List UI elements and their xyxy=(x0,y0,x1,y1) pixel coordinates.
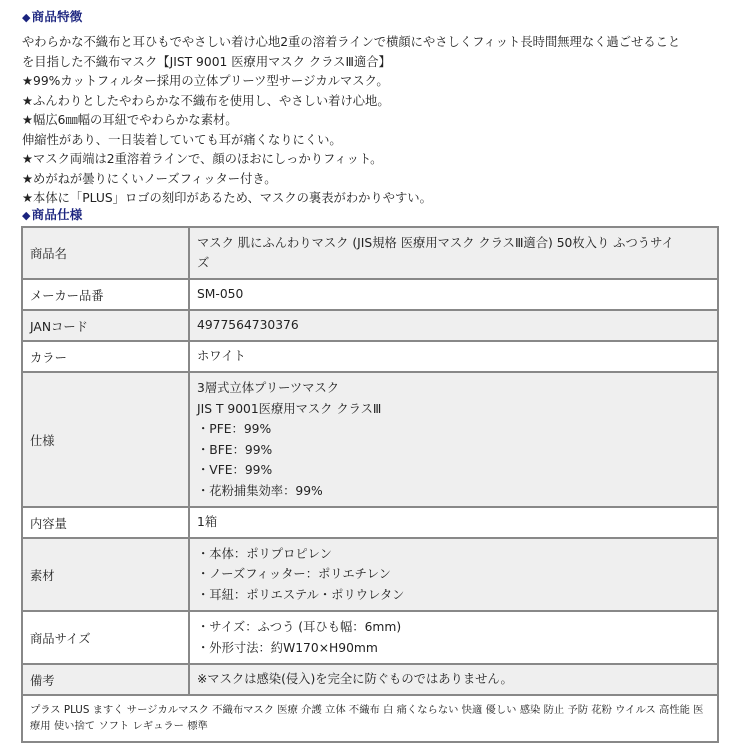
spec-table xyxy=(21,226,719,743)
spec-value-line: ・本体：ポリプロピレン xyxy=(197,546,332,561)
spec-row-material xyxy=(22,538,718,611)
spec-value-line: 3層式立体プリーツマスク xyxy=(197,381,340,395)
feature-line: ★マスク両端は2重溶着ラインで、顔のほおにしっかりフィット。 xyxy=(22,152,383,166)
feature-line: ★めがねが曇りにくいノーズフィッター付き。 xyxy=(22,171,277,186)
spec-value-line: ・VFE：99% xyxy=(197,463,273,477)
spec-value-line: マスク 肌にふんわりマスク (JIS規格 医療用マスク クラスⅢ適合) 50枚入り ふつうサイ xyxy=(197,235,674,250)
spec-value xyxy=(189,611,718,664)
spec-value xyxy=(189,372,718,507)
spec-value-line: ホワイト xyxy=(197,349,246,364)
spec-row-jan-code xyxy=(22,310,718,341)
spec-value-line: ズ xyxy=(197,256,210,270)
spec-row-color xyxy=(22,341,718,372)
spec-row-keywords xyxy=(22,695,718,742)
feature-line: ★99%カットフィルター採用の立体プリーツ型サージカルマスク。 xyxy=(22,74,389,88)
spec-label: JANコード xyxy=(22,310,189,341)
spec-value xyxy=(189,279,718,310)
feature-line: ★本体に「PLUS」ロゴの刻印があるため、マスクの裏表がわかりやすい。 xyxy=(22,191,432,205)
spec-value xyxy=(189,227,718,279)
feature-line: を目指した不織布マスク【JIST 9001 医療用マスク クラスⅢ適合】 xyxy=(22,54,391,69)
spec-label: 商品名 xyxy=(22,227,189,279)
spec-value-line: ・外形寸法：約W170×H90mm xyxy=(197,640,378,655)
diamond-icon: ◆ xyxy=(22,11,31,24)
features-list xyxy=(22,33,737,209)
spec-label: カラー xyxy=(22,341,189,372)
spec-value-line: SM-050 xyxy=(197,287,244,302)
spec-label: 備考 xyxy=(22,664,189,695)
spec-value xyxy=(189,507,718,538)
spec-label: 内容量 xyxy=(22,507,189,538)
feature-line: ★幅広6㎜幅の耳紐でやわらかな素材。 xyxy=(22,113,238,127)
spec-row-product-name xyxy=(22,227,718,279)
diamond-icon: ◆ xyxy=(22,209,31,222)
spec-row-model-number xyxy=(22,279,718,310)
spec-value-line: ・サイズ：ふつう (耳ひも幅：6mm) xyxy=(197,620,402,634)
spec-label: 仕様 xyxy=(22,372,189,507)
spec-label: メーカー品番 xyxy=(22,279,189,310)
spec-label: 商品サイズ xyxy=(22,611,189,664)
spec-value-line: ・PFE：99% xyxy=(197,422,272,436)
spec-value xyxy=(189,341,718,372)
spec-label: 素材 xyxy=(22,538,189,611)
spec-value-line: ・ノーズフィッター：ポリエチレン xyxy=(197,567,391,582)
spec-value-line: ※マスクは感染(侵入)を完全に防ぐものではありません。 xyxy=(197,672,513,687)
feature-line: やわらかな不織布と耳ひもでやさしい着け心地2重の溶着ラインで横顔にやさしくフィット長時間無理なく過ごせること xyxy=(22,35,681,49)
spec-value xyxy=(189,664,718,695)
features-heading xyxy=(22,7,82,25)
spec-row-specification xyxy=(22,372,718,507)
spec-value-line: JIS T 9001医療用マスク クラスⅢ xyxy=(197,401,382,416)
spec-value-line: ・花粉捕集効率：99% xyxy=(197,483,323,498)
spec-row-product-size xyxy=(22,611,718,664)
spec-value xyxy=(189,310,718,341)
spec-value-line: 1箱 xyxy=(197,515,218,530)
spec-value-line: ・耳紐：ポリエステル・ポリウレタン xyxy=(197,587,405,602)
spec-heading-text: 商品仕様 xyxy=(31,207,83,222)
feature-line: 伸縮性があり、一日装着していても耳が痛くなりにくい。 xyxy=(22,132,342,147)
spec-value xyxy=(189,538,718,611)
spec-heading xyxy=(22,205,82,223)
feature-line: ★ふんわりとしたやわらかな不織布を使用し、やさしい着け心地。 xyxy=(22,93,390,108)
spec-value-line: ・BFE：99% xyxy=(197,442,273,457)
spec-row-contents xyxy=(22,507,718,538)
spec-value-line: 4977564730376 xyxy=(197,318,299,333)
spec-row-notes xyxy=(22,664,718,695)
features-heading-text: 商品特徴 xyxy=(31,9,83,24)
keywords-text: プラス PLUS ますく サージカルマスク 不織布マスク 医療 介護 立体 不織布 白 痛くならない 快適 優しい 感染 防止 予防 花粉 ウイルス 高性能 医療用 使い捨て ソフト レギュラー 標準 xyxy=(22,695,718,742)
